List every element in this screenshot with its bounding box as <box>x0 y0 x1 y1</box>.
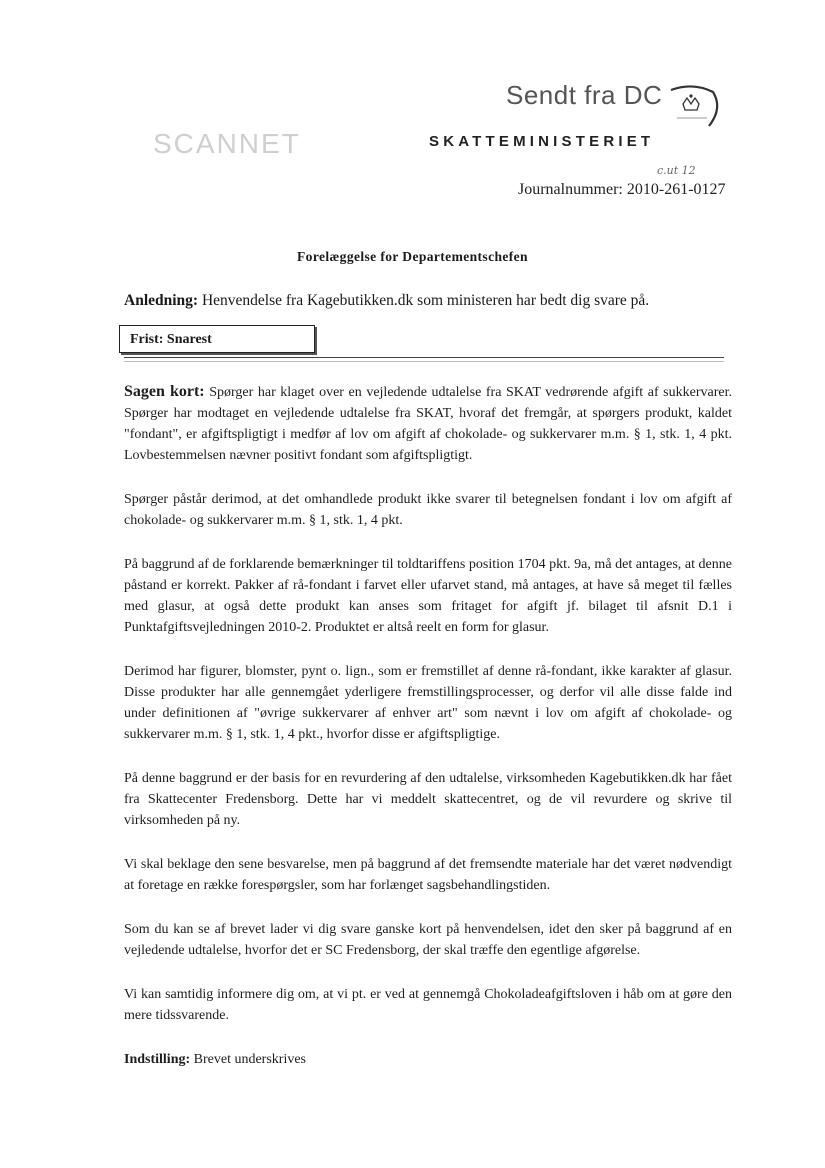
sagen-kort-label: Sagen kort: <box>124 383 205 400</box>
paragraph-4: Derimod har figurer, blomster, pynt o. lign., som er fremstillet af denne rå-fondant, ikke karakter af glasur. Disse produkter har alle gennemgået yderligere fremstillingsprocesser, og derfor vil alle disse falde ind under definitionen af "øvrige sukkervarer af enhver art" som nævnt i lov om afgift af chokolade- og sukkervarer m.m. § 1, stk. 1, 4 pkt., hvorfor disse er afgiftspligtige. <box>124 664 732 742</box>
journal-number: Journalnummer: 2010-261-0127 <box>518 181 726 198</box>
ministry-name: SKATTEMINISTERIET <box>429 133 655 150</box>
document-title: Forelæggelse for Departementschefen <box>297 249 528 264</box>
anledning-text: Henvendelse fra Kagebutikken.dk som ministeren har bedt dig svare på. <box>198 292 650 309</box>
paragraph-indstilling <box>124 1049 732 1070</box>
scanned-watermark: SCANNET <box>153 128 301 159</box>
paragraph-7: Som du kan se af brevet lader vi dig svare ganske kort på henvendelsen, idet den sker på baggrund af en vejledende udtalelse, hvorfor det er SC Fredensborg, der skal træffe den egentlige afgørelse. <box>124 922 732 958</box>
paragraph-2: Spørger påstår derimod, at det omhandlede produkt ikke svarer til betegnelsen fondant i lov om afgift af chokolade- og sukkervarer m.m. § 1, stk. 1, 4 pkt. <box>124 492 732 528</box>
divider <box>124 357 724 358</box>
handwritten-note: c.ut 12 <box>657 164 696 177</box>
sagen-kort-text: Spørger har klaget over en vejledende udtalelse fra SKAT vedrørende afgift af sukkervarer. Spørger har modtaget en vejledende udtalelse fra SKAT, hvoraf det fremgår, at spørgers produkt, kaldet "fondant", er afgiftspligtigt i medfør af lov om afgift af chokolade- og sukkervarer m.m. § 1, stk. 1, 4 pkt. Lovbestemmelsen nævner positivt fondant som afgiftspligtigt. <box>124 385 732 463</box>
crown-logo-icon <box>663 82 721 132</box>
anledning-label: Anledning: <box>124 292 199 309</box>
paragraph-6: Vi skal beklage den sene besvarelse, men på baggrund af det fremsendte materiale har det været nødvendigt at foretage en række forespørgsler, som har forlænget sagsbehandlingstiden. <box>124 857 732 893</box>
paragraph-5: På denne baggrund er der basis for en revurdering af den udtalelse, virksomheden Kagebutikken.dk har fået fra Skattecenter Fredensborg. Dette har vi meddelt skattecentret, og de vil revurdere og skrive til virksomheden på ny. <box>124 771 732 828</box>
sent-stamp: Sendt fra DC <box>506 80 663 110</box>
paragraph-3: På baggrund af de forklarende bemærkninger til toldtariffens position 1704 pkt. 9a, må det antages, at denne påstand er korrekt. Pakker af rå-fondant i farvet eller ufarvet stand, må antages, at have så meget til fælles med glasur, at også dette produkt kan anses som fritaget for afgift jf. bilaget til afsnit D.1 i Punktafgiftsvejledningen 2010-2. Produktet er altså reelt en form for glasur. <box>124 557 732 635</box>
paragraph-sagen-kort <box>124 381 732 466</box>
document-body <box>124 381 732 1093</box>
paragraph-8: Vi kan samtidig informere dig om, at vi pt. er ved at gennemgå Chokoladeafgiftsloven i håb om at gøre den mere tidssvarende. <box>124 987 732 1023</box>
indstilling-label: Indstilling: <box>124 1052 191 1067</box>
indstilling-text: Brevet underskrives <box>190 1052 306 1067</box>
anledning-line <box>124 292 649 310</box>
deadline-box: Frist: Snarest <box>119 325 315 353</box>
divider-secondary <box>124 361 724 362</box>
